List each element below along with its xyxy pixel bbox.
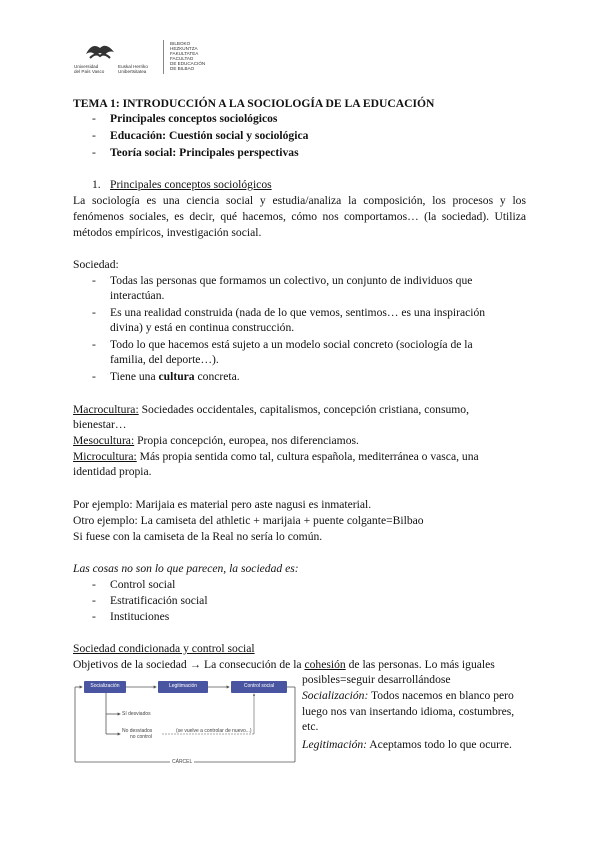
cosas-intro: Las cosas no son lo que parecen, la sociedad es: [73, 562, 299, 575]
cosas-item-3: - Instituciones [92, 610, 170, 623]
section-1-para-line-2: fenómenos sociales, es decir, qué hacemos, cómo nos comportamos… (la sociedad). Utiliza [73, 210, 526, 223]
microcultura: Microcultura: Más propia sentida como tal, cultura española, mediterránea o vasca, una [73, 450, 479, 463]
objetivos-line: Objetivos de la sociedad → La consecución de la cohesión de las personas. Lo más iguales [73, 658, 495, 671]
sociedad-item-1-cont: interactúan. [110, 289, 165, 302]
logo-left-line-1: Universidad [74, 64, 99, 69]
faculty-line-1: BILBOKO [170, 41, 191, 46]
diagram-branch-note: (se vuelve a controlar de nuevo...) [176, 728, 252, 734]
faculty-line-3: FAKULTATEA [170, 51, 199, 56]
legitimacion-line: Legitimación: Aceptamos todo lo que ocurre. [302, 738, 512, 751]
faculty-line-5: DE EDUCACIÓN [170, 61, 206, 66]
faculty-line-4: FACULTAD [170, 56, 194, 61]
section-1-heading [92, 177, 272, 192]
diagram-branch-no-desviados: No desviados [122, 728, 153, 734]
sociedad-item-3-cont: familia, del deporte…). [110, 353, 219, 366]
logo-divider [163, 40, 164, 74]
university-emblem-icon [82, 40, 118, 64]
diagram-branch-no-control: no control [130, 734, 152, 740]
control-social-diagram [72, 676, 298, 768]
socializacion-line: Socialización: Todos nacemos en blanco pero [302, 689, 514, 702]
title-bullet-1: - Principales conceptos sociológicos [92, 112, 278, 125]
mesocultura: Mesocultura: Propia concepción, europea, nos diferenciamos. [73, 434, 359, 447]
diagram-box-legitimacion: Legitimación [158, 681, 208, 693]
ejemplo-3: Si fuese con la camiseta de la Real no sería lo común. [73, 530, 323, 543]
macrocultura: Macrocultura: Sociedades occidentales, capitalismos, concepción cristiana, consumo, [73, 403, 469, 416]
title-bullet-3: - Teoría social: Principales perspectivas [92, 146, 299, 159]
sociedad-item-4: - Tiene una cultura concreta. [92, 370, 240, 383]
cosas-item-1: - Control social [92, 578, 176, 591]
ejemplo-1: Por ejemplo: Marijaia es material pero aste nagusi es inmaterial. [73, 498, 372, 511]
document-title: TEMA 1: INTRODUCCIÓN A LA SOCIOLOGÍA DE LA EDUCACIÓN [73, 97, 435, 110]
section-1-para-line-1: La sociología es una ciencia social y estudia/analiza la composición, los procesos y los [73, 194, 526, 207]
logo-left-line-2: del País Vasco [74, 69, 105, 74]
sociedad-item-2: - Es una realidad construida (nada de lo que vemos, sentimos… es una inspiración [92, 306, 486, 319]
cosas-item-2: - Estratificación social [92, 594, 208, 607]
diagram-bottom-label: CÁRCEL [172, 759, 193, 765]
title-bullet-2: - Educación: Cuestión social y sociológica [92, 129, 309, 142]
faculty-name [170, 41, 205, 71]
diagram-box-socializacion: Socialización [84, 681, 126, 693]
sociedad-label: Sociedad: [73, 258, 119, 271]
sociedad-item-1: - Todas las personas que formamos un colectivo, un conjunto de individuos que [92, 274, 473, 287]
diagram-branch-desviados: Sí desviados [122, 711, 151, 717]
logo-mid-line-1: Euskal Herriko [118, 64, 148, 69]
faculty-line-6: DE BILBAO [170, 66, 195, 71]
diagram-box-control-social: Control social [231, 681, 287, 693]
section-1-title: Principales conceptos sociológicos [110, 178, 272, 191]
socializacion-line-2: luego nos van insertando idioma, costumbres, [302, 705, 515, 718]
sociedad-item-2-cont: divina) y está en continua construcción. [110, 321, 295, 334]
control-heading: Sociedad condicionada y control social [73, 642, 255, 655]
ejemplo-2: Otro ejemplo: La camiseta del athletic + marijaia + puente colgante=Bilbao [73, 514, 424, 527]
sociedad-item-3: - Todo lo que hacemos está sujeto a un modelo social concreto (sociología de la [92, 338, 473, 351]
section-1-para-line-3: métodos empíricos, investigación social. [73, 226, 262, 239]
objetivos-line-2: posibles=seguir desarrollándose [302, 673, 451, 686]
logo-mid-line-2: Unibertsitatea [118, 69, 147, 74]
socializacion-line-3: etc. [302, 720, 319, 733]
microcultura-cont: identidad propia. [73, 465, 152, 478]
macrocultura-cont: bienestar… [73, 418, 127, 431]
section-1-number: 1. [92, 178, 101, 191]
faculty-line-2: HEZKUNTZA [170, 46, 198, 51]
